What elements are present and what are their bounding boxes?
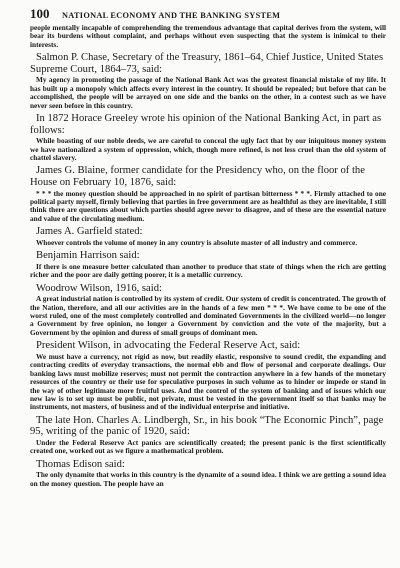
section-blaine <box>30 165 386 223</box>
section-chase <box>30 52 386 110</box>
section-heading: Woodrow Wilson, 1916, said: <box>36 282 162 294</box>
page-header <box>30 6 386 22</box>
running-title: NATIONAL ECONOMY AND THE BANKING SYSTEM <box>62 11 281 20</box>
section-wilson-federal-reserve <box>30 340 386 411</box>
section-wilson-1916 <box>30 283 386 338</box>
opening-paragraph: people mentally incapable of comprehending the tremendous advantage that capital derives from the system, will bear its burdens without complaint, and perhaps without even suspecting that the system is inimical to their interests. <box>30 23 386 49</box>
section-quote: My agency in promoting the passage of the National Bank Act was the greatest financial mistake of my life. It has built up a monopoly which affects every interest in the country. It should be repealed; but before that can be accomplished, the people will be arrayed on one side and the banks on the other, in a contest such as we have never seen before in this country. <box>30 75 386 110</box>
section-edison <box>30 459 386 488</box>
section-heading: James G. Blaine, former candidate for the Presidency who, on the floor of the House on February 10, 1876, said: <box>30 165 365 189</box>
page-number: 100 <box>30 6 50 21</box>
section-heading: President Wilson, in advocating the Federal Reserve Act, said: <box>36 340 301 352</box>
section-garfield <box>30 226 386 247</box>
section-harrison <box>30 250 386 279</box>
section-heading: Thomas Edison said: <box>36 458 125 470</box>
section-heading: Salmon P. Chase, Secretary of the Treasury, 1861–64, Chief Justice, United States Supreme Court, 1864–73, said: <box>30 52 384 75</box>
section-heading: Benjamin Harrison said: <box>36 250 140 262</box>
section-quote: Under the Federal Reserve Act panics are scientifically created; the present panic is the first scientifically created one, worked out as we figure a mathematical problem. <box>30 437 386 456</box>
section-quote: * * * the money question should be approached in no spirit of partisan bitterness * * *. Firmly attached to one political party myself, firmly believing that parties in free government are as healthful as they are inevitable, I still think there are questions about which parties should agree never to disagree, and of these are the essential nature and value of the circulating medium. <box>30 188 386 223</box>
section-heading: James A. Garfield stated: <box>36 226 143 238</box>
section-heading: In 1872 Horace Greeley wrote his opinion of the National Banking Act, in part as follows: <box>30 113 382 136</box>
section-quote: A great industrial nation is controlled by its system of credit. Our system of credit is concentrated. The growth of the Nation, therefore, and all our activities are in the hands of a few men * * *. We have come to be one of the worst ruled, one of the most completely controlled and dominated Governments in the civilized world—no longer a Government by free opinion, no longer a Government by conviction and the vote of the majority, but a Government by the opinion and duress of small groups of dominant men. <box>30 294 386 337</box>
section-lindbergh <box>30 415 386 456</box>
section-quote: We must have a currency, not rigid as now, but readily elastic, responsive to sound credit, the expanding and contracting credits of everyday transactions, the normal ebb and flow of personal and corporate dealings. Our banking laws must mobilize reserves; must not permit the contraction anywhere in a few hands of the monetary resources of the country or their use for speculative purposes in such volume as to hinder or impede or stand in the way of other legitimate more fruitful uses. And the control of the system of banking and of issues which our new law is to set up must be public, not private, must be vested in the government itself so that banks may be instruments, not masters, of business and of the individual enterprise and initiative. <box>30 351 386 412</box>
section-heading: The late Hon. Charles A. Lindbergh, Sr., in his book “The Economic Pinch”, page 95, writing of the panic of 1920, said: <box>30 414 384 438</box>
section-quote: Whoever controls the volume of money in any country is absolute master of all industry and commerce. <box>36 237 358 247</box>
section-quote: While boasting of our noble deeds, we are careful to conceal the ugly fact that by our iniquitous money system we have nationalized a system of oppression, which, though more refined, is not less cruel than the old system of chattel slavery. <box>30 136 386 163</box>
section-quote: The only dynamite that works in this country is the dynamite of a sound idea. I think we are getting a sound idea on the money question. The people have an <box>30 470 386 488</box>
section-greeley <box>30 113 386 162</box>
section-quote: If there is one measure better calculated than another to produce that state of things when the rich are getting richer and the poor are daily getting poorer, it is a metallic currency. <box>30 261 386 280</box>
